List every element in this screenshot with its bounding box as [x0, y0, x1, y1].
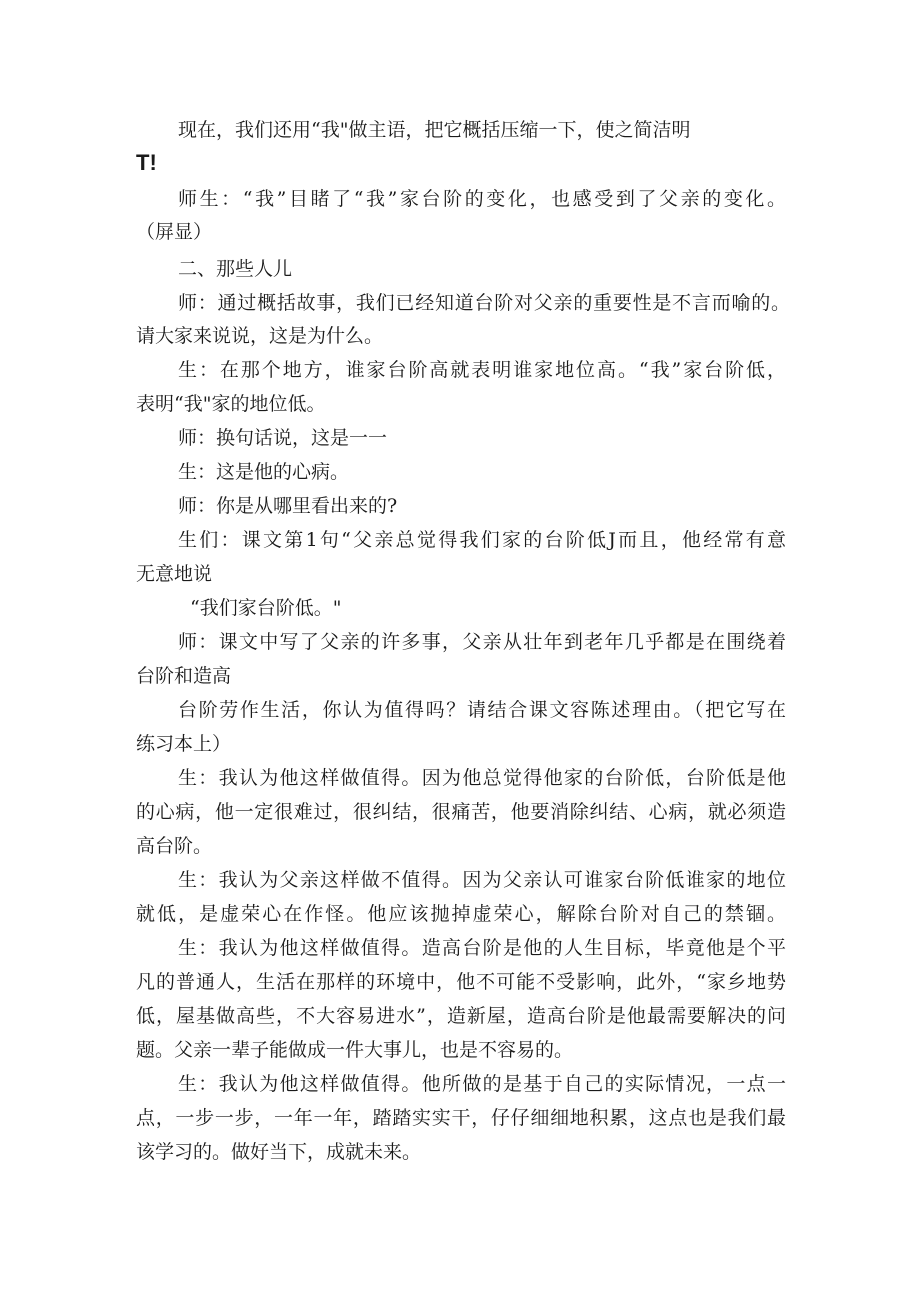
text-line: 生：我认为他这样做值得。造高台阶是他的人生目标，毕竟他是个平	[178, 937, 786, 959]
text-line: 台阶劳作生活，你认为值得吗？请结合课文容陈述理由。（把它写在	[178, 699, 786, 721]
text-line: 师：换句话说，这是一一	[178, 427, 388, 449]
text-line: 高台阶。	[136, 835, 213, 857]
text-line: 生：在那个地方，谁家台阶高就表明谁家地位高。“我”家台阶低，	[178, 359, 786, 381]
text-line: 生：我认为他这样做值得。因为他总觉得他家的台阶低，台阶低是他	[178, 767, 786, 789]
text-line: 低，屋基做高些，不大容易进水”，造新屋，造高台阶是他最需要解决的问	[136, 1005, 786, 1027]
text-line: （屏显）	[136, 221, 213, 243]
text-line: 生们：课文第1句“父亲总觉得我们家的台阶低J而且，他经常有意	[178, 529, 786, 551]
text-line: 凡的普通人，生活在那样的环境中，他不可能不受影响，此外，“家乡地势	[136, 971, 786, 993]
text-line: 题。父亲一辈子能做成一件大事儿，也是不容易的。	[136, 1039, 574, 1061]
text-line: 生：我认为父亲这样做不值得。因为父亲认可谁家台阶低谁家的地位	[178, 869, 786, 891]
text-line: 师：课文中写了父亲的许多事，父亲从壮年到老年几乎都是在围绕着	[178, 631, 786, 653]
text-line: 无意地说	[136, 563, 213, 585]
text-line: 师生：“我”目睹了“我”家台阶的变化，也感受到了父亲的变化。	[178, 188, 786, 210]
text-line: 师：通过概括故事，我们已经知道台阶对父亲的重要性是不言而喻的。	[178, 292, 790, 314]
text-line: 该学习的。做好当下，成就未来。	[136, 1141, 422, 1163]
text-line: 就低，是虚荣心在作怪。他应该抛掉虚荣心，解除台阶对自己的禁锢。	[136, 903, 786, 925]
text-line: 的心病，他一定很难过，很纠结，很痛苦，他要消除纠结、心病，就必须造	[136, 801, 786, 823]
section-heading: 二、那些人儿	[178, 258, 293, 280]
text-line: 台阶和造高	[136, 665, 232, 687]
text-line: 生：这是他的心病。	[178, 461, 350, 483]
text-line: 练习本上）	[136, 733, 232, 755]
text-line: 请大家来说说，这是为什么。	[136, 325, 384, 347]
text-line: T!	[136, 150, 157, 175]
quote-line: “我们家台阶低。"	[190, 597, 342, 619]
text-line: 生：我认为他这样做值得。他所做的是基于自己的实际情况，一点一	[178, 1073, 786, 1095]
text-line: 点，一步一步，一年一年，踏踏实实干，仔仔细细地积累，这点也是我们最	[136, 1107, 786, 1129]
text-line: 师：你是从哪里看出来的?	[178, 495, 398, 517]
text-line: 表明“我"家的地位低。	[136, 393, 326, 415]
text-line: 现在，我们还用“我"做主语，把它概括压缩一下，使之简洁明	[178, 119, 691, 141]
